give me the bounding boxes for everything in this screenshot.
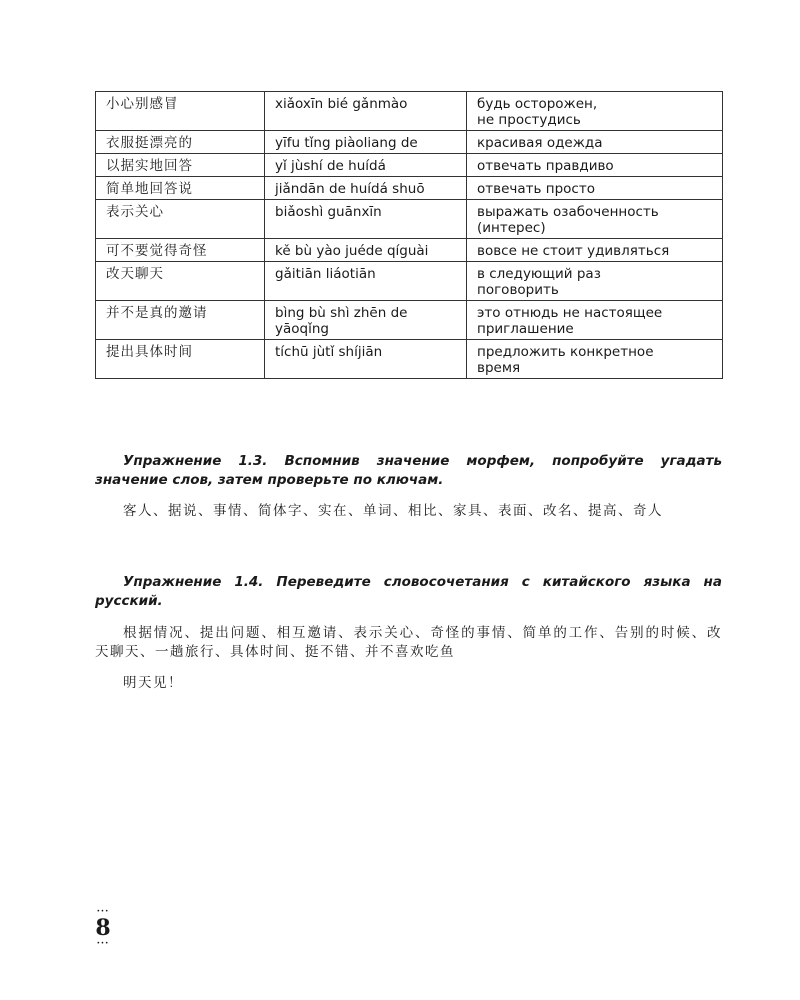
cell-translation: в следующий раз поговорить [467, 262, 723, 301]
cell-pinyin: yīfu tǐng piàoliang de [265, 131, 467, 154]
table-row [96, 92, 723, 131]
page-number [93, 908, 113, 948]
page-dots-top: ··· [96, 907, 110, 917]
page-number-value: 8 [95, 915, 111, 941]
cell-translation: отвечать просто [467, 177, 723, 200]
table-row [96, 200, 723, 239]
table-row [96, 154, 723, 177]
cell-pinyin: tíchū jùtǐ shíjiān [265, 340, 467, 379]
vocabulary-table-body [96, 92, 723, 379]
cell-translation: отвечать правдиво [467, 154, 723, 177]
cell-hanzi: 简单地回答说 [96, 177, 265, 200]
cell-translation: выражать озабоченность (интерес) [467, 200, 723, 239]
exercise-1-4-phrases: 根据情况、提出问题、相互邀请、表示关心、奇怪的事情、简单的工作、告别的时候、改天聊天、一趟旅行、具体时间、挺不错、并不喜欢吃鱼 [95, 625, 722, 660]
cell-translation: это отнюдь не настоящее приглашение [467, 301, 723, 340]
cell-hanzi: 提出具体时间 [96, 340, 265, 379]
exercise-1-4-closing: 明天见！ [123, 675, 183, 691]
exercise-1-3-words: 客人、据说、事情、简体字、实在、单词、相比、家具、表面、改名、提高、奇人 [123, 503, 663, 519]
exercise-1-3-title: Упражнение 1.3. Вспомнив значение морфем, попробуйте угадать значение слов, затем проверьте по ключам. [95, 453, 722, 488]
exercise-1-4 [95, 573, 722, 693]
page-dots-bottom: ··· [96, 939, 110, 949]
cell-translation: предложить конкретное время [467, 340, 723, 379]
cell-hanzi: 小心别感冒 [96, 92, 265, 131]
cell-hanzi: 表示关心 [96, 200, 265, 239]
cell-pinyin: jiǎndān de huídá shuō [265, 177, 467, 200]
cell-translation: вовсе не стоит удивляться [467, 239, 723, 262]
vocabulary-table [95, 91, 723, 379]
cell-pinyin: xiǎoxīn bié gǎnmào [265, 92, 467, 131]
cell-pinyin: bìng bù shì zhēn de yāoqǐng [265, 301, 467, 340]
cell-hanzi: 并不是真的邀请 [96, 301, 265, 340]
cell-hanzi: 以据实地回答 [96, 154, 265, 177]
cell-translation: красивая одежда [467, 131, 723, 154]
cell-hanzi: 可不要觉得奇怪 [96, 239, 265, 262]
cell-pinyin: yǐ jùshí de huídá [265, 154, 467, 177]
cell-hanzi: 衣服挺漂亮的 [96, 131, 265, 154]
table-row [96, 262, 723, 301]
table-row [96, 239, 723, 262]
cell-hanzi: 改天聊天 [96, 262, 265, 301]
cell-pinyin: kě bù yào juéde qíguài [265, 239, 467, 262]
table-row [96, 131, 723, 154]
cell-pinyin: gǎitiān liáotiān [265, 262, 467, 301]
cell-translation: будь осторожен, не простудись [467, 92, 723, 131]
table-row [96, 301, 723, 340]
table-row [96, 177, 723, 200]
cell-pinyin: biǎoshì guānxīn [265, 200, 467, 239]
table-row [96, 340, 723, 379]
exercise-1-3 [95, 452, 722, 521]
exercise-1-4-title: Упражнение 1.4. Переведите словосочетания с китайского языка на русский. [95, 574, 722, 609]
